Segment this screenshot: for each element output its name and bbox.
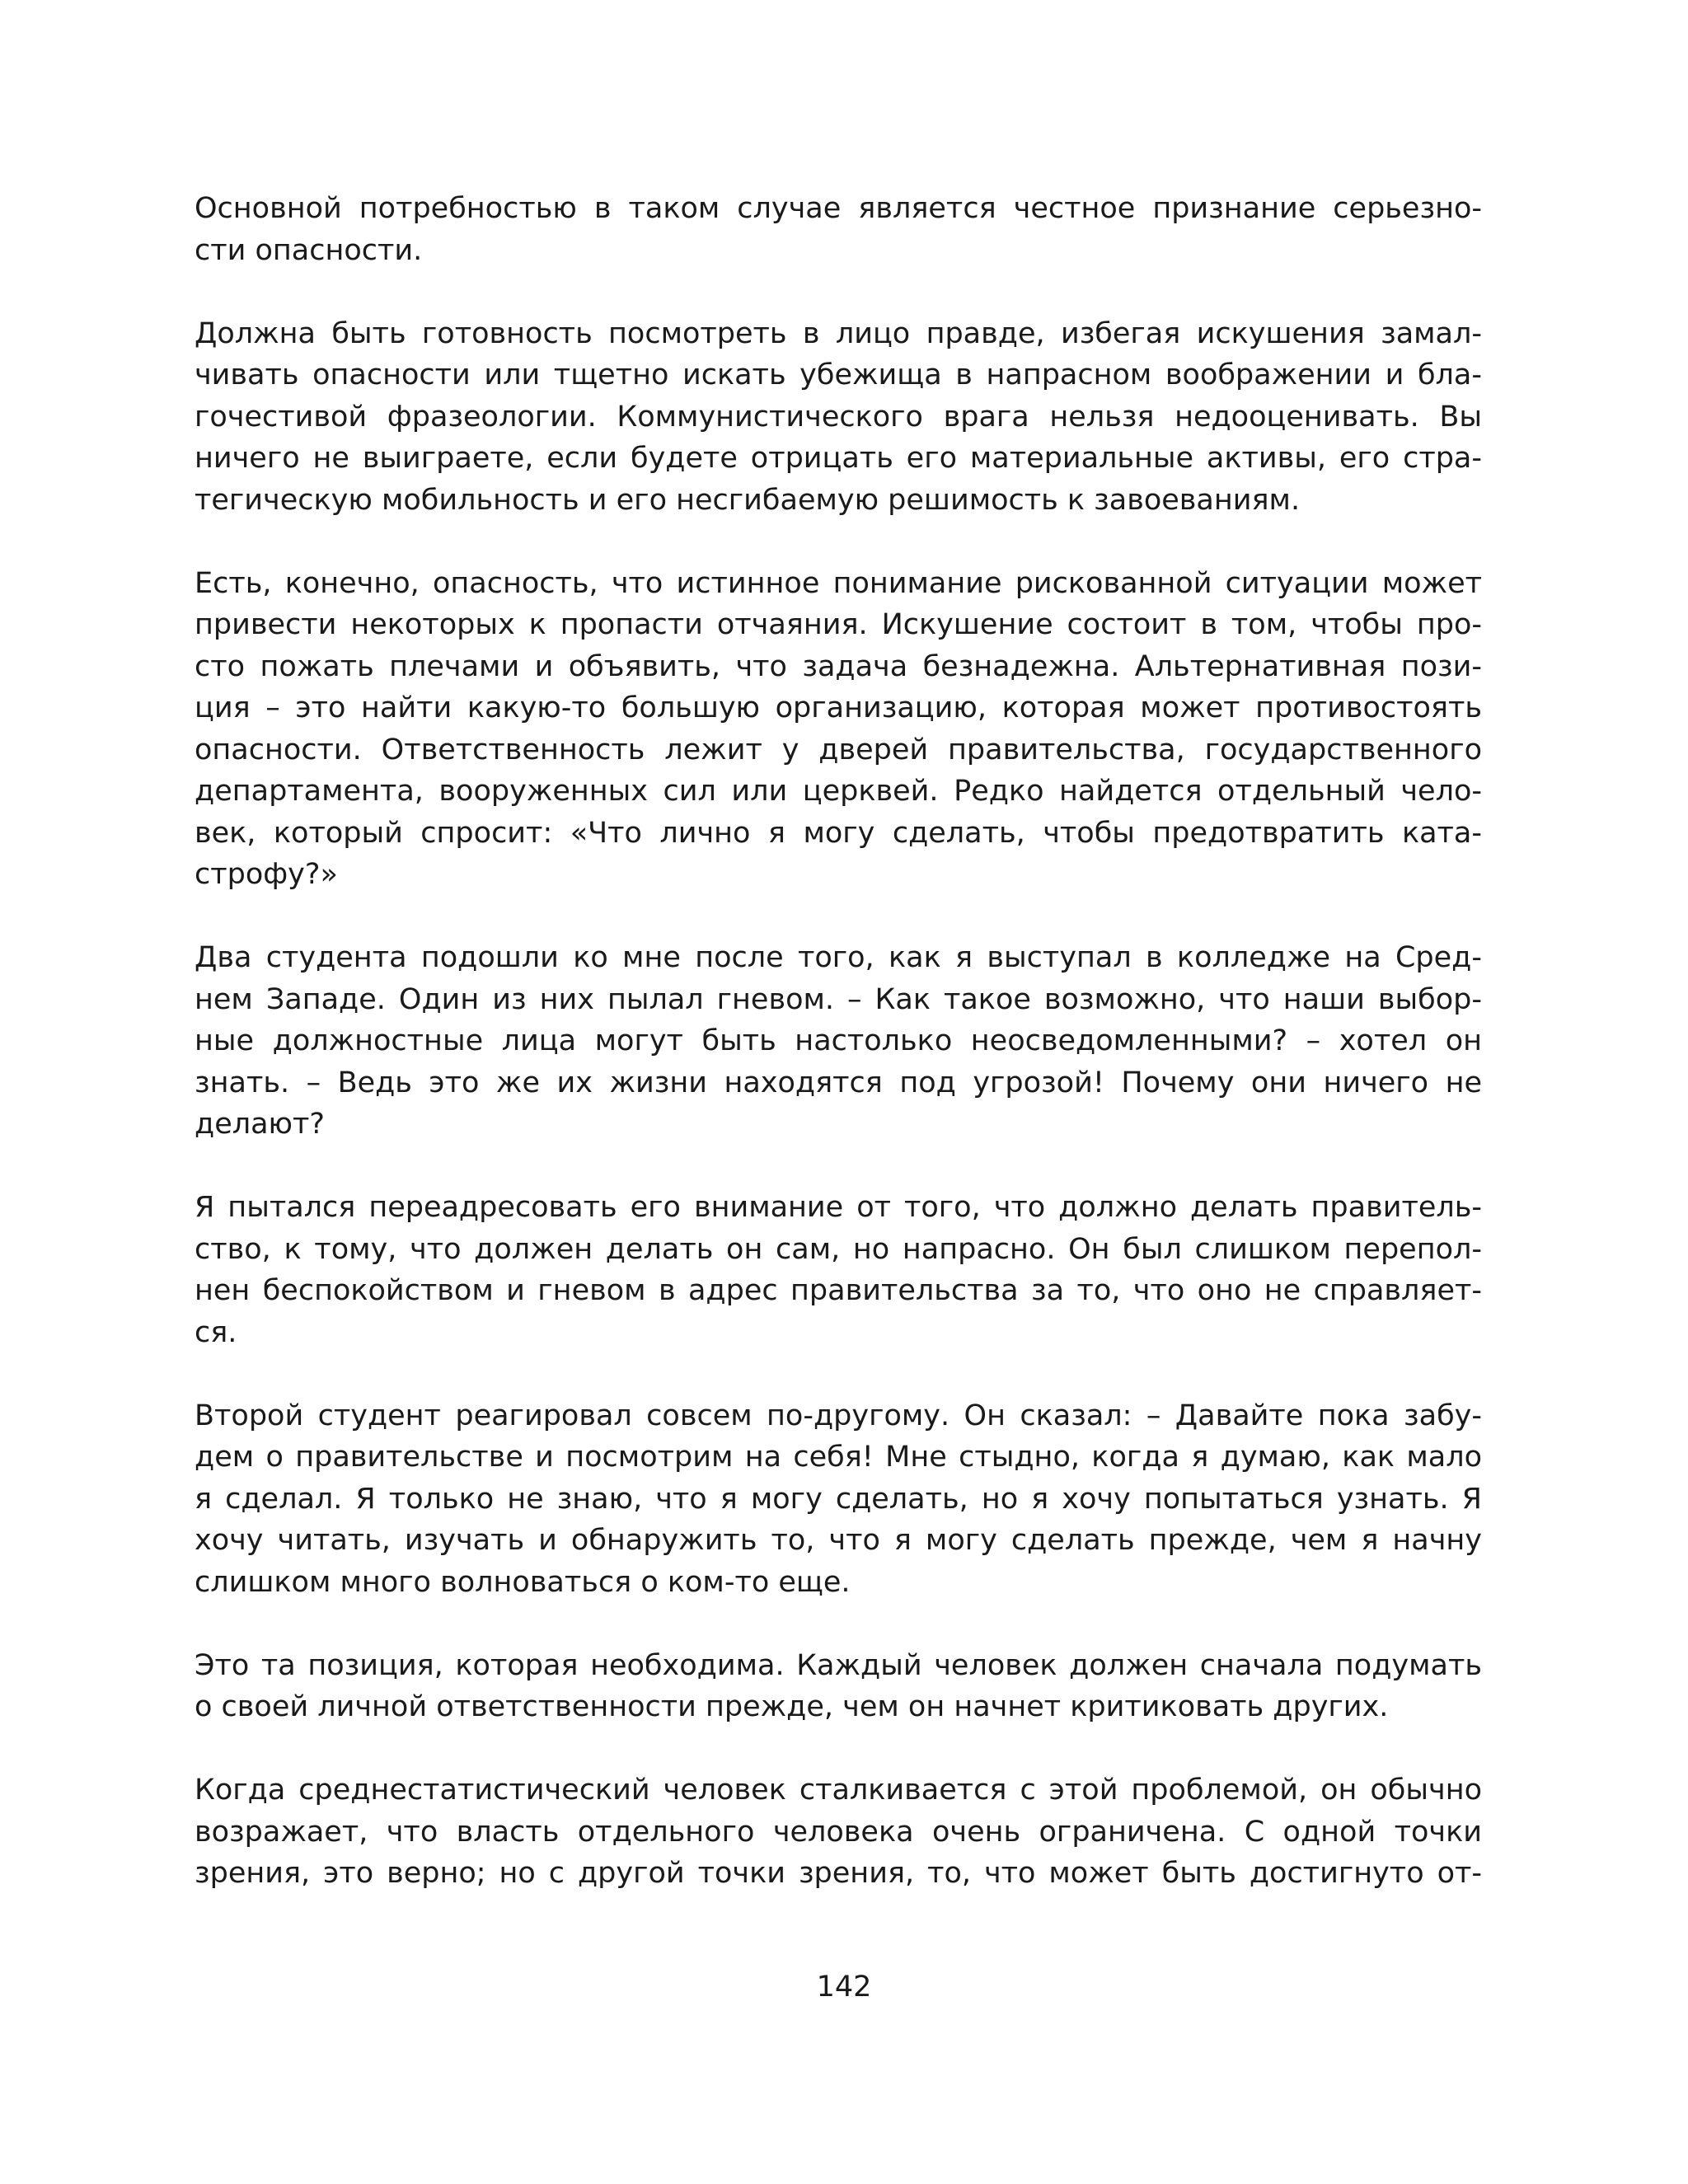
page-number: 142 bbox=[816, 1971, 872, 2004]
text-line: Должна быть готовность посмотреть в лицо правде, избегая искушения замал- bbox=[195, 316, 1482, 350]
text-line: привести некоторых к пропасти отчаяния. Искушение состоит в том, чтобы про- bbox=[195, 608, 1482, 641]
paragraph-2 bbox=[195, 313, 1482, 522]
text-line: департамента, вооруженных сил или церквей. Редко найдется отдельный чело- bbox=[195, 775, 1482, 808]
text-line: делают? bbox=[195, 1108, 325, 1141]
body-text bbox=[195, 188, 1482, 1936]
text-line: ция – это найти какую-то большую организацию, которая может противостоять bbox=[195, 691, 1482, 724]
text-line: Это та позиция, которая необходима. Каждый человек должен сначала подумать bbox=[195, 1648, 1482, 1682]
text-line: возражает, что власть отдельного человека очень ограничена. С одной точки bbox=[195, 1815, 1482, 1849]
text-line: зрения, это верно; но с другой точки зрения, то, что может быть достигнуто от- bbox=[195, 1857, 1482, 1890]
text-line: слишком много волноваться о ком-то еще. bbox=[195, 1565, 851, 1599]
text-line: знать. – Ведь это же их жизни находятся под угрозой! Почему они ничего не bbox=[195, 1066, 1482, 1099]
text-line: дем о правительстве и посмотрим на себя! Мне стыдно, когда я думаю, как мало bbox=[195, 1441, 1482, 1474]
text-line: строфу?» bbox=[195, 858, 338, 891]
text-line: Я пытался переадресовать его внимание от того, что должно делать правитель- bbox=[195, 1191, 1482, 1224]
text-line: тегическую мобильность и его несгибаемую решимость к завоеваниям. bbox=[195, 483, 1301, 517]
text-line: ничего не выиграете, если будете отрицать его материальные активы, его стра- bbox=[195, 442, 1482, 475]
text-line: ство, к тому, что должен делать он сам, но напрасно. Он был слишком перепол- bbox=[195, 1232, 1482, 1266]
text-line: нен беспокойством и гневом в адрес правительства за то, что оно не справляет- bbox=[195, 1274, 1482, 1307]
paragraph-7 bbox=[195, 1645, 1482, 1728]
text-line: нем Западе. Один из них пылал гневом. – Как такое возможно, что наши выбор- bbox=[195, 982, 1482, 1016]
text-line: я сделал. Я только не знаю, что я могу сделать, но я хочу попытаться узнать. Я bbox=[195, 1482, 1482, 1516]
paragraph-3 bbox=[195, 563, 1482, 896]
text-line: Есть, конечно, опасность, что истинное понимание рискованной ситуации может bbox=[195, 566, 1482, 600]
text-line: век, который спросит: «Что лично я могу сделать, чтобы предотвратить ката- bbox=[195, 816, 1482, 850]
text-line: Основной потребностью в таком случае является честное признание серьезно- bbox=[195, 192, 1482, 225]
paragraph-6 bbox=[195, 1395, 1482, 1604]
text-line: о своей личной ответственности прежде, чем он начнет критиковать других. bbox=[195, 1690, 1389, 1723]
text-line: Второй студент реагировал совсем по-другому. Он сказал: – Давайте пока забу- bbox=[195, 1399, 1482, 1432]
text-line: сто пожать плечами и объявить, что задача безнадежна. Альтернативная пози- bbox=[195, 649, 1482, 683]
paragraph-1 bbox=[195, 188, 1482, 271]
text-line: сти опасности. bbox=[195, 233, 423, 267]
text-line: опасности. Ответственность лежит у дверей правительства, государственного bbox=[195, 733, 1482, 766]
text-line: ся. bbox=[195, 1315, 237, 1349]
paragraph-5 bbox=[195, 1187, 1482, 1353]
paragraph-4 bbox=[195, 937, 1482, 1146]
text-line: чивать опасности или тщетно искать убежища в напрасном воображении и бла- bbox=[195, 359, 1482, 391]
paragraph-8 bbox=[195, 1769, 1482, 1895]
text-line: хочу читать, изучать и обнаружить то, что я могу сделать прежде, чем я начну bbox=[195, 1524, 1482, 1557]
text-line: ные должностные лица могут быть настолько неосведомленными? – хотел он bbox=[195, 1024, 1482, 1057]
text-line: Когда среднестатистический человек сталкивается с этой проблемой, он обычно bbox=[195, 1774, 1482, 1807]
text-line: гочестивой фразеологии. Коммунистического врага нельзя недооценивать. Вы bbox=[195, 400, 1482, 434]
text-line: Два студента подошли ко мне после того, как я выступал в колледже на Сред- bbox=[195, 941, 1482, 974]
